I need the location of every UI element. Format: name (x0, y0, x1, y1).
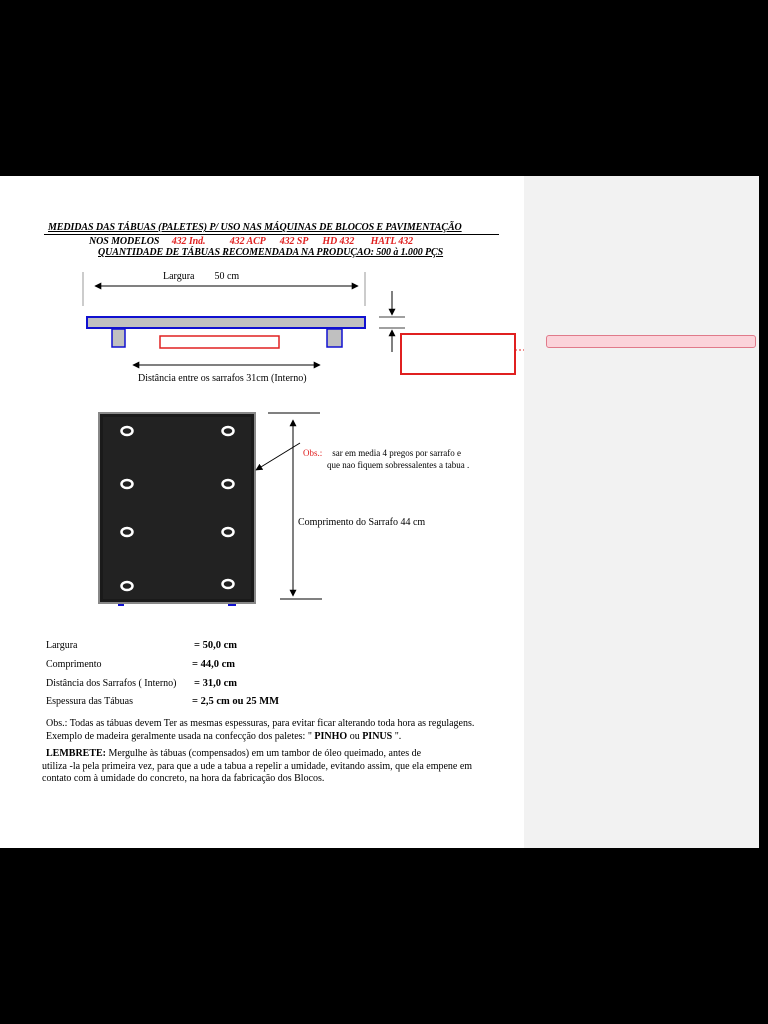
spec-value-thickness: = 2,5 cm ou 25 MM (192, 696, 280, 707)
length-caption: Comprimento do Sarrafo 44 cm (298, 517, 426, 528)
header-line3: QUANTIDADE DE TÁBUAS RECOMENDADA NA PRODUÇAO: 500 à 1.000 PÇS (98, 247, 444, 258)
reminder-paragraph: LEMBRETE: Mergulhe às tábuas (compensados) em um tambor de óleo queimado, antes de utiliza -la pela primeira vez, para que a ude a tabua a repelir a umidade, evitando assim, que ela empene em contato com à umidade do concreto, na hora da fabricação dos Blocos. (42, 748, 473, 784)
spec-value-width: = 50,0 cm (194, 640, 238, 651)
model-432-ind: 432 Ind. (171, 236, 206, 247)
spacing-caption: Distância entre os sarrafos 31cm (Interno) (138, 373, 307, 384)
comment-anchor-line (515, 342, 524, 350)
comment-pane (524, 176, 759, 848)
obs-paragraph: Obs.: Todas as tábuas devem Ter as mesmas espessuras, para evitar ficar alterando toda hora as regulagens. Exemplo de madeira geralmente usada na confecção dos paletes: " PINHO ou PINUS ". (46, 718, 475, 742)
model-432-sp: 432 SP (279, 236, 308, 247)
spec-label-length: Comprimento (46, 659, 102, 670)
obs-nails-note: Obs.: sar em media 4 pregos por sarrafo e que nao fiquem sobressalentes a tabua . (303, 448, 470, 470)
comment-bubble[interactable] (546, 335, 756, 348)
document-page (0, 176, 759, 848)
models-prefix: NOS MODELOS (89, 236, 160, 247)
pallet-top-view (90, 408, 330, 608)
model-hd-432: HD 432 (322, 236, 355, 247)
spec-label-width: Largura (46, 640, 78, 651)
spec-value-spacing: = 31,0 cm (194, 678, 238, 689)
empty-callout-box (401, 334, 515, 374)
header-line1: MEDIDAS DAS TÁBUAS (PALETES) P/ USO NAS MÁQUINAS DE BLOCOS E PAVIMENTAÇÃO (48, 222, 462, 233)
spec-value-length: = 44,0 cm (192, 659, 236, 670)
board-side-view (87, 317, 365, 348)
model-432-acp: 432 ACP (229, 236, 266, 247)
spec-label-spacing: Distância dos Sarrafos ( Interno) (46, 678, 177, 689)
model-hatl-432: HATL 432 (370, 236, 414, 247)
header-line2 (89, 236, 413, 247)
spec-label-thickness: Espessura das Tábuas (46, 696, 134, 707)
width-label: Largura 50 cm (163, 271, 240, 282)
reminder-label: LEMBRETE: (46, 748, 107, 759)
header-rule (44, 234, 499, 235)
